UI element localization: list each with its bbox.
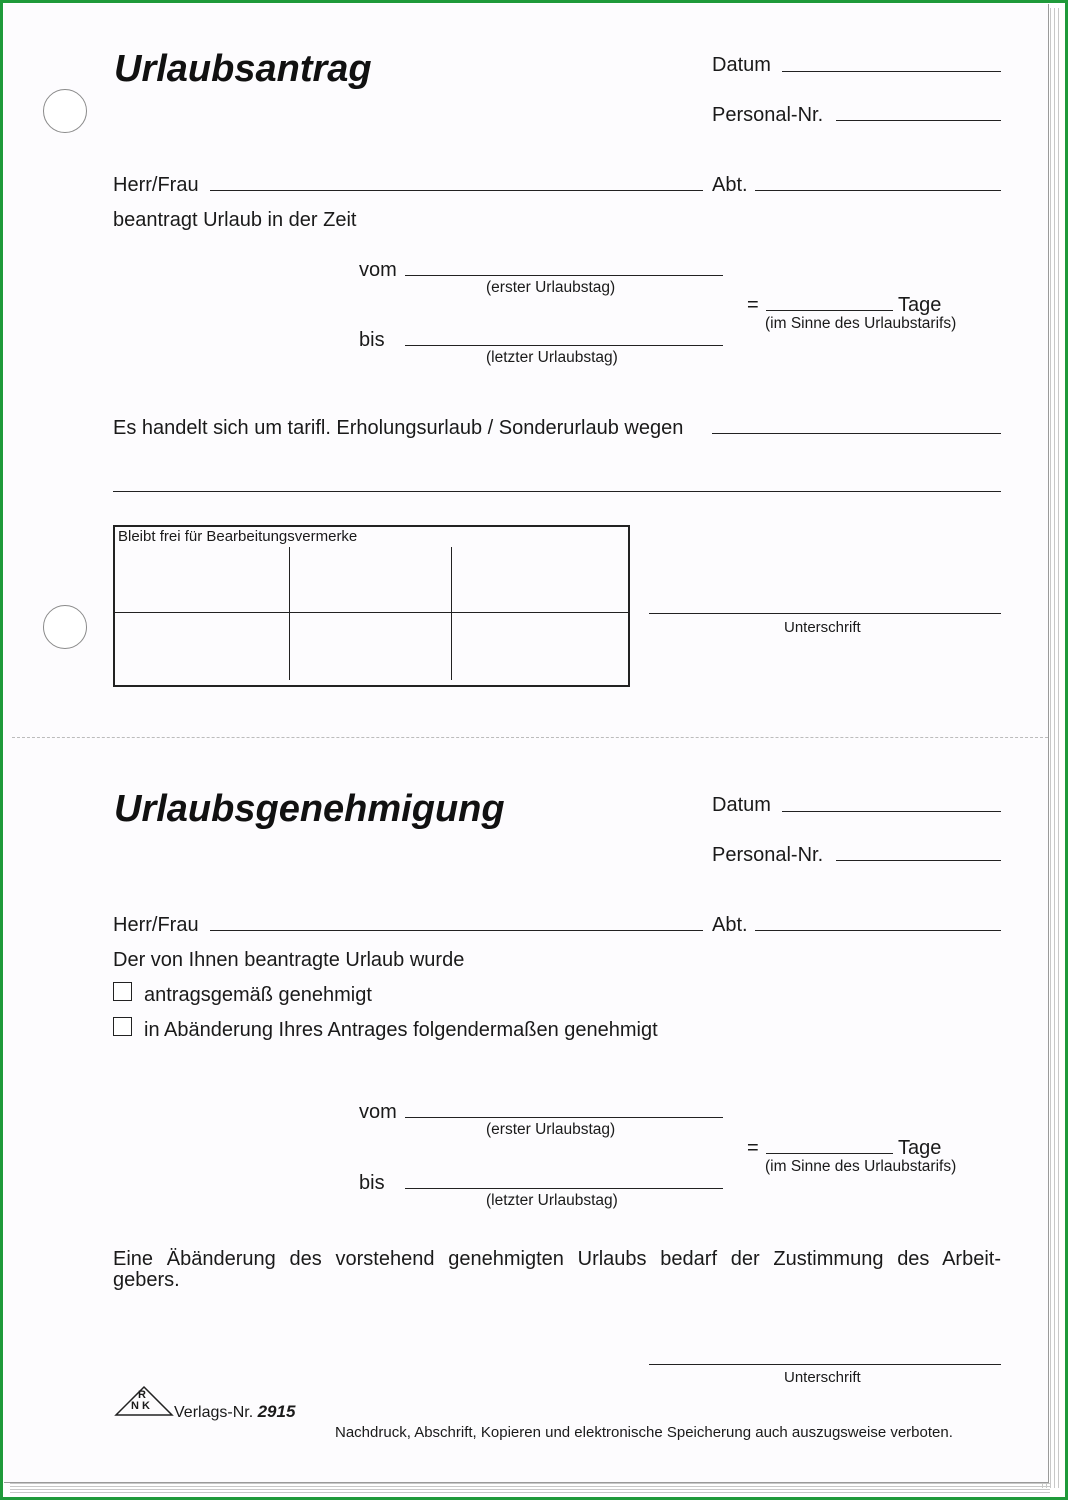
request-reason-field-2[interactable]	[113, 491, 1001, 492]
office-box-divider-h	[115, 612, 628, 613]
request-date-label: Datum	[712, 54, 771, 76]
request-signature-line[interactable]	[649, 613, 1001, 614]
copyright-notice: Nachdruck, Abschrift, Kopieren und elektronische Speicherung auch auszugsweise verboten.	[335, 1424, 953, 1441]
publisher-number-value: 2915	[257, 1402, 296, 1421]
approval-notice-line-1: Eine Äbänderung des vorstehend genehmigten Urlaubs bedarf der Zustimmung des Arbeit-	[113, 1248, 1001, 1270]
approval-to-label: bis	[359, 1172, 385, 1194]
approval-date-label: Datum	[712, 794, 771, 816]
request-days-label: Tage	[898, 294, 942, 316]
approval-from-label: vom	[359, 1101, 397, 1123]
approval-title: Urlaubsgenehmigung	[114, 788, 505, 830]
office-use-box	[113, 525, 630, 687]
request-days-field[interactable]	[766, 310, 893, 311]
request-reason-label: Es handelt sich um tarifl. Erholungsurlaub / Sonderurlaub wegen	[113, 417, 684, 439]
approval-days-label: Tage	[898, 1137, 942, 1159]
publisher-label: Verlags-Nr.	[174, 1404, 254, 1421]
rnk-logo	[114, 1385, 174, 1417]
approval-from-hint: (erster Urlaubstag)	[486, 1121, 616, 1138]
request-name-field[interactable]	[210, 190, 703, 191]
approval-date-field[interactable]	[782, 811, 1001, 812]
request-to-label: bis	[359, 329, 385, 351]
request-to-field[interactable]	[405, 345, 723, 346]
approval-days-field[interactable]	[766, 1153, 893, 1154]
request-from-label: vom	[359, 259, 397, 281]
approved-modified-checkbox[interactable]	[113, 1017, 132, 1036]
request-to-hint: (letzter Urlaubstag)	[486, 349, 618, 366]
request-reason-field[interactable]	[712, 433, 1001, 434]
rnk-logo-r: R	[138, 1389, 147, 1401]
approval-signature-label: Unterschrift	[784, 1369, 861, 1386]
request-personnel-label: Personal-Nr.	[712, 104, 824, 126]
punch-hole-middle	[43, 605, 87, 649]
office-box-divider-v2	[451, 547, 452, 680]
request-name-label: Herr/Frau	[113, 174, 199, 196]
request-intro: beantragt Urlaub in der Zeit	[113, 209, 357, 231]
approval-equals: =	[747, 1137, 759, 1159]
request-signature-label: Unterschrift	[784, 619, 861, 636]
approval-notice-line-2: gebers.	[113, 1269, 180, 1291]
approval-signature-line[interactable]	[649, 1364, 1001, 1365]
approval-personnel-label: Personal-Nr.	[712, 844, 824, 866]
approval-personnel-field[interactable]	[836, 860, 1001, 861]
approval-from-field[interactable]	[405, 1117, 723, 1118]
request-from-hint: (erster Urlaubstag)	[486, 279, 616, 296]
request-personnel-field[interactable]	[836, 120, 1001, 121]
paper-stack-bottom	[10, 1482, 1050, 1496]
approval-dept-field[interactable]	[755, 930, 1001, 931]
publisher-number	[174, 1402, 295, 1422]
approval-to-field[interactable]	[405, 1188, 723, 1189]
request-from-field[interactable]	[405, 275, 723, 276]
request-title: Urlaubsantrag	[114, 48, 372, 90]
request-dept-field[interactable]	[755, 190, 1001, 191]
request-days-hint: (im Sinne des Urlaubstarifs)	[765, 315, 957, 332]
perforation-line	[12, 737, 1048, 738]
approval-notice	[113, 1249, 1001, 1291]
punch-hole-top	[43, 89, 87, 133]
form-page	[4, 4, 1049, 1483]
approved-as-requested-checkbox[interactable]	[113, 982, 132, 1001]
approval-dept-label: Abt.	[712, 914, 748, 936]
request-equals: =	[747, 294, 759, 316]
office-use-label: Bleibt frei für Bearbeitungsvermerke	[118, 528, 358, 545]
approved-as-requested-label: antragsgemäß genehmigt	[144, 984, 372, 1006]
request-date-field[interactable]	[782, 71, 1001, 72]
approval-days-hint: (im Sinne des Urlaubstarifs)	[765, 1158, 957, 1175]
approved-modified-label: in Abänderung Ihres Antrages folgendermaßen genehmigt	[144, 1019, 658, 1041]
approval-to-hint: (letzter Urlaubstag)	[486, 1192, 618, 1209]
office-box-divider-v1	[289, 547, 290, 680]
approval-name-field[interactable]	[210, 930, 703, 931]
request-dept-label: Abt.	[712, 174, 748, 196]
approval-intro: Der von Ihnen beantragte Urlaub wurde	[113, 949, 465, 971]
approval-name-label: Herr/Frau	[113, 914, 199, 936]
rnk-logo-nk: NK	[131, 1400, 153, 1412]
